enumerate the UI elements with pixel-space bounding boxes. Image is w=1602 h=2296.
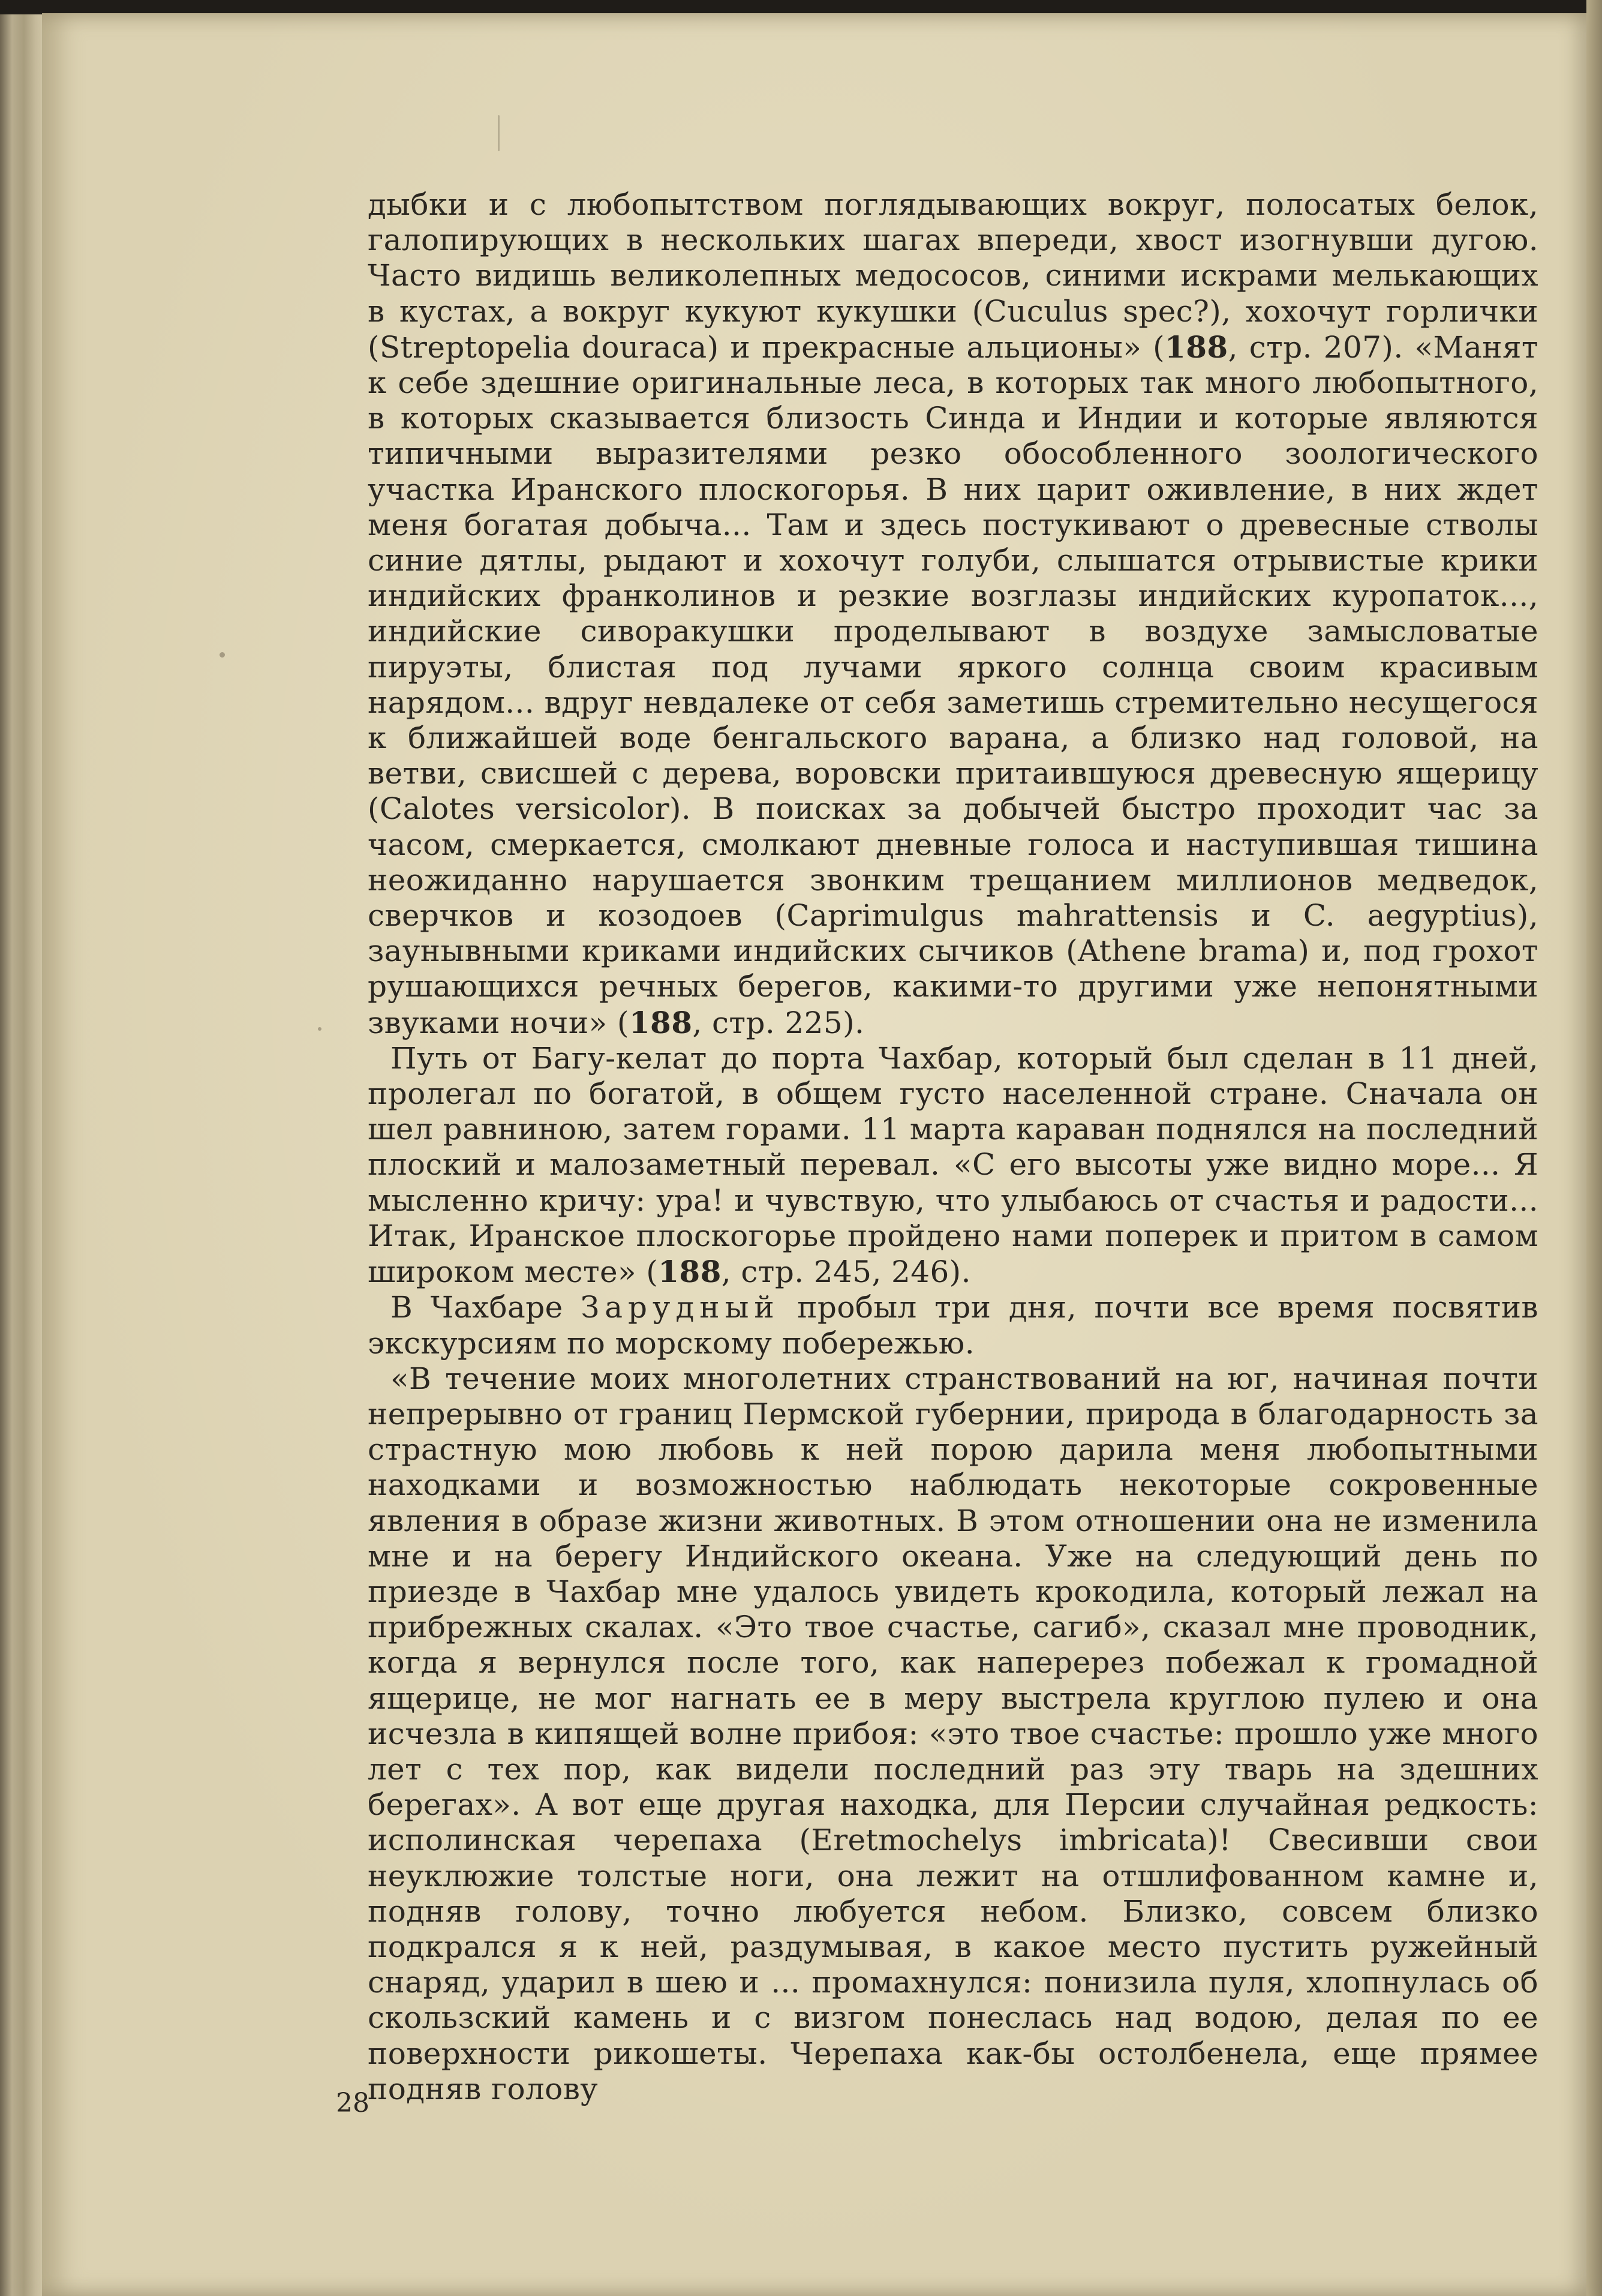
top-shadow [0,0,1602,14]
paragraph [368,187,1538,1041]
paper-speck [318,1027,321,1031]
text-run: «В течение моих многолетних странствований на юг, начиная почти непрерывно от границ Пермской губернии, природа в благодарность за страстную мою любовь к ней порою дарила меня любопытными находками и возможностью наблюдать некоторые сокровенные явления в образе жизни животных. В этом отношении она не изменила мне и на берегу Индийского океана. Уже на следующий день по приезде в Чахбар мне удалось увидеть крокодила, который лежал на прибрежных скалах. «Это твое счастье, сагиб», сказал мне проводник, когда я вернулся после того, как наперерез побежал к громадной ящерице, не мог нагнать ее в меру выстрела круглою пулею и она исчезла в кипящей волне прибоя: «это твое счастье: прошло уже много лет с тех пор, как видели последний раз эту тварь на здешних берегах». А вот еще другая находка, для Персии случайная редкость: исполинская черепаха (Eretmochelys imbricata)! Свесивши свои неуклюжие толстые ноги, она лежит на отшлифованном камне и, подняв голову, точно любуется небом. Близко, совсем близко подкрался я к ней, раздумывая, в какое место пустить ружейный снаряд, ударил в шею и ... промахнулся: понизила пуля, хлопнулась об скользский камень и с визгом понеслась над водою, делая по ее поверхности рикошеты. Черепаха как-бы остолбенела, еще прямее подняв голову [368,1361,1538,2106]
paper-speck [220,652,225,658]
paragraph [368,1361,1538,2107]
text-run: Путь от Багу-келат до порта Чахбар, который был сделан в 11 дней, пролегал по богатой, в общем густо населенной стране. Сначала он шел равниною, затем горами. 11 марта караван поднялся на последний плоский и малозаметный перевал. «С его высоты уже видно море... Я мысленно кричу: ура! и чувствую, что улыбаюсь от счастья и радости... Итак, Иранское плоскогорье пройдено нами поперек и притом в самом широком месте» ( [368,1040,1538,1290]
page-number: 28 [336,2088,369,2118]
text-run: пробыл три дня, почти все время посвятив экскурсиям по морскому побережью. [368,1290,1538,1361]
paragraph [368,1290,1538,1361]
paper-speck [498,115,500,151]
reference-number: 188 [629,1004,693,1040]
page-right-edge [1586,0,1602,2296]
reference-number: 188 [1165,329,1228,365]
body-text [368,187,1538,2107]
paragraph [368,1041,1538,1290]
text-run: В Чахбаре [390,1290,581,1325]
text-run: дыбки и с любопытством поглядывающих вокруг, полосатых белок, галопирующих в нескольких шагах впереди, хвост изогнувши дугою. Часто видишь великолепных медососов, синими искрами мелькающих в кустах, а вокруг кукуют кукушки (Cuculus spec?), хохочут горлички (Streptopelia douraca) и прекрасные альционы» ( [368,187,1538,365]
reference-number: 188 [658,1254,722,1290]
spaced-name: Зарудный [581,1290,780,1325]
text-run: , стр. 245, 246). [721,1254,971,1290]
text-run: , стр. 225). [692,1005,865,1040]
text-run: , стр. 207). «Манят к себе здешние оригинальные леса, в которых так много любопытного, в которых сказывается близость Синда и Индии и которые являются типичными выразителями резко обособленного зоологического участка Иранского плоскогорья. В них царит оживление, в них ждет меня богатая добыча... Там и здесь постукивают о древесные стволы синие дятлы, рыдают и хохочут голуби, слышатся отрывистые крики индийских франколинов и резкие возглазы индийских куропаток..., индийские сиворакушки проделывают в воздухе замысловатые пируэты, блистая под лучами яркого солнца своим красивым нарядом... вдруг невдалеке от себя заметишь стремительно несущегося к ближайшей воде бенгальского варана, а близко над головой, на ветви, свисшей с дерева, воровски притаившуюся древесную ящерицу (Calotes versicolor). В поисках за добычей быстро проходит час за часом, смеркается, смолкают дневные голоса и наступившая тишина неожиданно нарушается звонким трещанием миллионов медведок, сверчков и козодоев (Caprimulgus mahrattensis и C. aegyptius), заунывными криками индийских сычиков (Athene brama) и, под грохот рушающихся речных берегов, какими-то другими уже непонятными звуками ночи» ( [368,329,1538,1040]
